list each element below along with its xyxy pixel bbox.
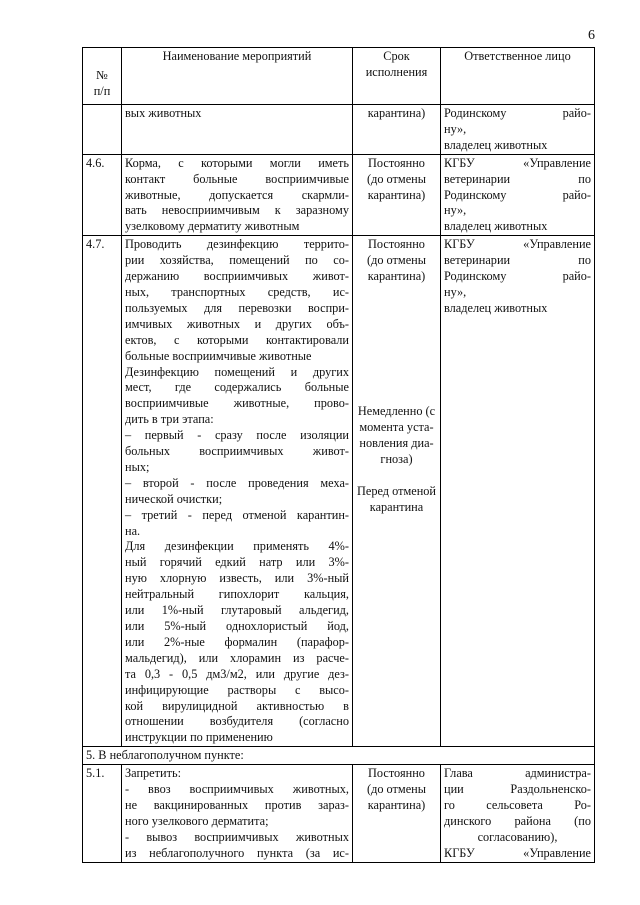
page-number: 6 [588, 28, 595, 43]
header-num: № п/п [83, 48, 122, 105]
header-resp: Ответственное лицо [441, 48, 595, 105]
row-resp: Глава администра- ции Раздольненско- го сельсовета Ро- динского района (по согласованию), КГБУ «Управление [441, 765, 595, 862]
row-term: Постоянно (до отмены карантина) Немедленно (с момента уста- новления диа- гноза) Перед отменой карантина [353, 236, 441, 747]
row-num: 5.1. [83, 765, 122, 862]
row-num: 4.7. [83, 236, 122, 747]
table-row [83, 765, 595, 862]
table-header [83, 48, 595, 105]
row-num: 4.6. [83, 154, 122, 236]
header-name: Наименование мероприятий [122, 48, 353, 105]
header-term: Срок исполнения [353, 48, 441, 105]
row-term: Постоянно (до отмены карантина) [353, 765, 441, 862]
row-num [83, 105, 122, 155]
row-resp: КГБУ «Управление ветеринарии по Родинскому райо- ну», владелец животных [441, 154, 595, 236]
row-name: вых животных [122, 105, 353, 155]
row-name: Проводить дезинфекцию террито- рии хозяйства, помещений по со- держанию восприимчивых живот- ных, транспортных средств, ис- пользуемых для перевозки воспри- имчивых животных и других объ- ектов, с которыми контактировали больные восприимчивые животные Дезинфекцию помещений и других мест, где содержались больные восприимчивые животные, прово- дить в три этапа: – первый - сразу после изоляции больных восприимчивых живот- ных; – второй - после проведения меха- нической очистки; – третий - перед отменой карантин- на. Для дезинфекции применять 4%- ный горячий едкий натр или 3%- ную хлорную известь, или 3%-ный нейтральный гипохлорит кальция, или 1%-ный глутаровый альдегид, или 5%-ный однохлористый йод, или 2%-ные формалин (парафор- мальдегид), или хлорамин из расче- та 0,3 - 0,5 дм3/м2, или другие дез- инфицирующие растворы с высо- кой вирулицидной активностью в отношении возбудителя (согласно инструкции по применению [122, 236, 353, 747]
row-resp: Родинскому райо- ну», владелец животных [441, 105, 595, 155]
table-row [83, 236, 595, 747]
table-row [83, 154, 595, 236]
row-name: Корма, с которыми могли иметь контакт больные восприимчивые животные, допускается скармли- вать невосприимчивым к заразному узелковому дерматиту животным [122, 154, 353, 236]
section-row [83, 747, 595, 765]
row-term: карантина) [353, 105, 441, 155]
row-term: Постоянно (до отмены карантина) [353, 154, 441, 236]
table-row [83, 105, 595, 155]
row-resp: КГБУ «Управление ветеринарии по Родинскому райо- ну», владелец животных [441, 236, 595, 747]
measures-table [82, 47, 595, 863]
row-name: Запретить: - ввоз восприимчивых животных, не вакцинированных против зараз- ного узелкового дерматита; - вывоз восприимчивых животных из неблагополучного пункта (за ис- [122, 765, 353, 862]
section-title: 5. В неблагополучном пункте: [83, 747, 595, 765]
